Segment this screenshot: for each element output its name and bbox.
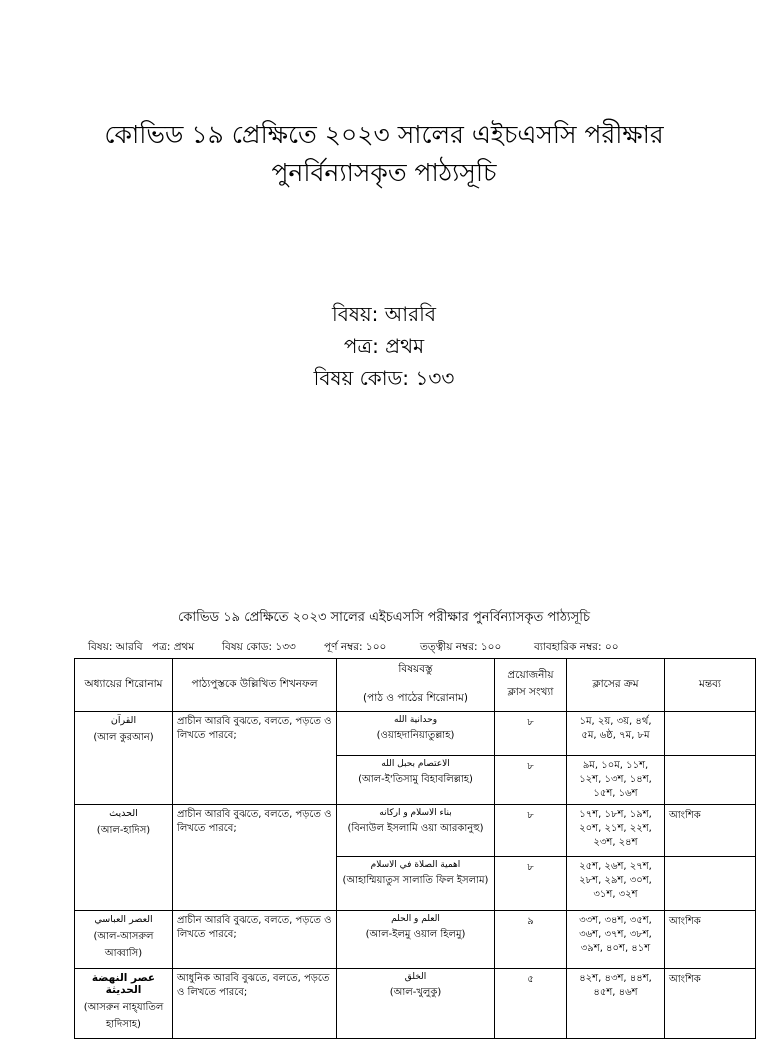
chapter-cell [75, 911, 173, 969]
content-cell [337, 969, 495, 1039]
class-count: ৫ [495, 969, 567, 1039]
table-header-row [75, 659, 756, 712]
subject-info [0, 298, 768, 394]
chapter-cell [75, 712, 173, 805]
chapter-arabic: عصر النهضة الحديثة [91, 972, 156, 996]
outcome-cell: প্রাচীন আরবি বুঝতে, বলতে, পড়তে ও লিখতে পারবে; [173, 805, 337, 911]
lesson-arabic: اهمية الصلاة في الاسلام [370, 860, 461, 870]
lesson-arabic: العلم و الحلم [391, 914, 440, 924]
chapter-arabic: الحديث [109, 808, 138, 819]
remark-cell: আংশিক [665, 911, 756, 969]
lesson-bangla: (আল-খুলুকু) [389, 987, 442, 998]
outcome-cell: আধুনিক আরবি বুঝতে, বলতে, পড়তে ও লিখতে পারবে; [173, 969, 337, 1039]
lesson-arabic: بناء الاسلام و اركانه [379, 808, 452, 818]
class-count: ৮ [495, 712, 567, 756]
document-title [0, 116, 768, 192]
lesson-arabic: الخلق [404, 972, 427, 982]
class-order: ৪২শ, ৪৩শ, ৪৪শ, ৪৫শ, ৪৬শ [567, 969, 665, 1039]
remark-cell [665, 712, 756, 756]
lesson-bangla: (আহাম্মিয়াতুস সালাতি ফিল ইসলাম) [342, 875, 489, 886]
class-order: ৩৩শ, ৩৪শ, ৩৫শ, ৩৬শ, ৩৭শ, ৩৮শ, ৩৯শ, ৪০শ, ৪১শ [567, 911, 665, 969]
table-row [75, 969, 756, 1039]
header-chapter: অধ্যায়ের শিরোনাম [75, 659, 173, 712]
lesson-bangla: (ওয়াহদানিয়াতুল্লাহ) [376, 730, 455, 741]
content-cell [337, 857, 495, 911]
class-order: ২৫শ, ২৬শ, ২৭শ, ২৮শ, ২৯শ, ৩০শ, ৩১শ, ৩২শ [567, 857, 665, 911]
class-order: ৯ম, ১০ম, ১১শ, ১২শ, ১৩শ, ১৪শ, ১৫শ, ১৬শ [567, 756, 665, 805]
header-outcome: পাঠ্যপুস্তকে উল্লিখিত শিখনফল [173, 659, 337, 712]
outcome-cell: প্রাচীন আরবি বুঝতে, বলতে, পড়তে ও লিখতে পারবে; [173, 712, 337, 805]
content-cell [337, 712, 495, 756]
subject-code: বিষয় কোড: ১৩৩ [313, 366, 455, 390]
meta-code: বিষয় কোড: ১৩৩ [222, 641, 296, 653]
meta-paper: পত্র: প্রথম [152, 641, 195, 653]
chapter-bangla: (আল কুরআন) [93, 732, 154, 743]
meta-theory-marks: তত্ত্বীয় নম্বর: ১০০ [420, 641, 502, 653]
header-order: ক্লাসের ক্রম [567, 659, 665, 712]
chapter-arabic: القرآن [110, 715, 137, 726]
chapter-arabic: العصر العباسي [94, 914, 153, 925]
header-classes: প্রয়োজনীয় ক্লাস সংখ্যা [495, 659, 567, 712]
header-content [337, 659, 495, 712]
lesson-arabic: وحدانية الله [393, 715, 438, 725]
meta-full-marks: পূর্ণ নম্বর: ১০০ [324, 641, 387, 653]
chapter-cell [75, 805, 173, 911]
lesson-arabic: الاعتصام بحبل الله [381, 759, 450, 769]
lesson-bangla: (আল-ই'তিসামু বিহাবলিল্লাহ) [358, 774, 473, 785]
title-line-1: কোভিড ১৯ প্রেক্ষিতে ২০২৩ সালের এইচএসসি পরীক্ষার [104, 120, 664, 149]
meta-subject: বিষয়: আরবি [88, 641, 143, 653]
syllabus-table [74, 658, 756, 1039]
outcome-cell: প্রাচীন আরবি বুঝতে, বলতে, পড়তে ও লিখতে পারবে; [173, 911, 337, 969]
class-order: ১৭শ, ১৮শ, ১৯শ, ২০শ, ২১শ, ২২শ, ২৩শ, ২৪শ [567, 805, 665, 857]
remark-cell [665, 857, 756, 911]
header-content-bottom: (পাঠ ও পাঠের শিরোনাম) [363, 692, 468, 704]
meta-practical-marks: ব্যাবহারিক নম্বর: ০০ [534, 641, 619, 653]
class-count: ৮ [495, 857, 567, 911]
content-cell [337, 756, 495, 805]
table-row [75, 805, 756, 857]
lesson-bangla: (আল-ইলমু ওয়াল হিলমু) [365, 929, 466, 940]
class-count: ৯ [495, 911, 567, 969]
class-count: ৮ [495, 805, 567, 857]
subject-name: বিষয়: আরবি [332, 302, 436, 326]
table-row [75, 911, 756, 969]
chapter-bangla: (আল-আসরুল আব্বাসি) [93, 931, 154, 959]
chapter-cell [75, 969, 173, 1039]
header-content-top: বিষয়বস্তু [398, 663, 433, 675]
paper-name: পত্র: প্রথম [343, 334, 425, 358]
chapter-bangla: (আল-হাদিস) [96, 825, 151, 836]
table-caption: কোভিড ১৯ প্রেক্ষিতে ২০২৩ সালের এইচএসসি পরীক্ষার পুনর্বিন্যাসকৃত পাঠ্যসূচি [178, 610, 590, 625]
content-cell [337, 911, 495, 969]
header-remark: মন্তব্য [665, 659, 756, 712]
lesson-bangla: (বিনাউল ইসলামি ওয়া আরকানুহু) [347, 823, 484, 834]
table-row [75, 712, 756, 756]
class-count: ৮ [495, 756, 567, 805]
remark-cell [665, 756, 756, 805]
remark-cell: আংশিক [665, 805, 756, 857]
chapter-bangla: (আসরুন নাহ্‌যাতিল হাদিসাহ) [83, 1002, 164, 1030]
remark-cell: আংশিক [665, 969, 756, 1039]
title-line-2: পুনর্বিন্যাসকৃত পাঠ্যসূচি [271, 158, 497, 187]
class-order: ১ম, ২য়, ৩য়, ৪র্থ, ৫ম, ৬ষ্ঠ, ৭ম, ৮ম [567, 712, 665, 756]
content-cell [337, 805, 495, 857]
